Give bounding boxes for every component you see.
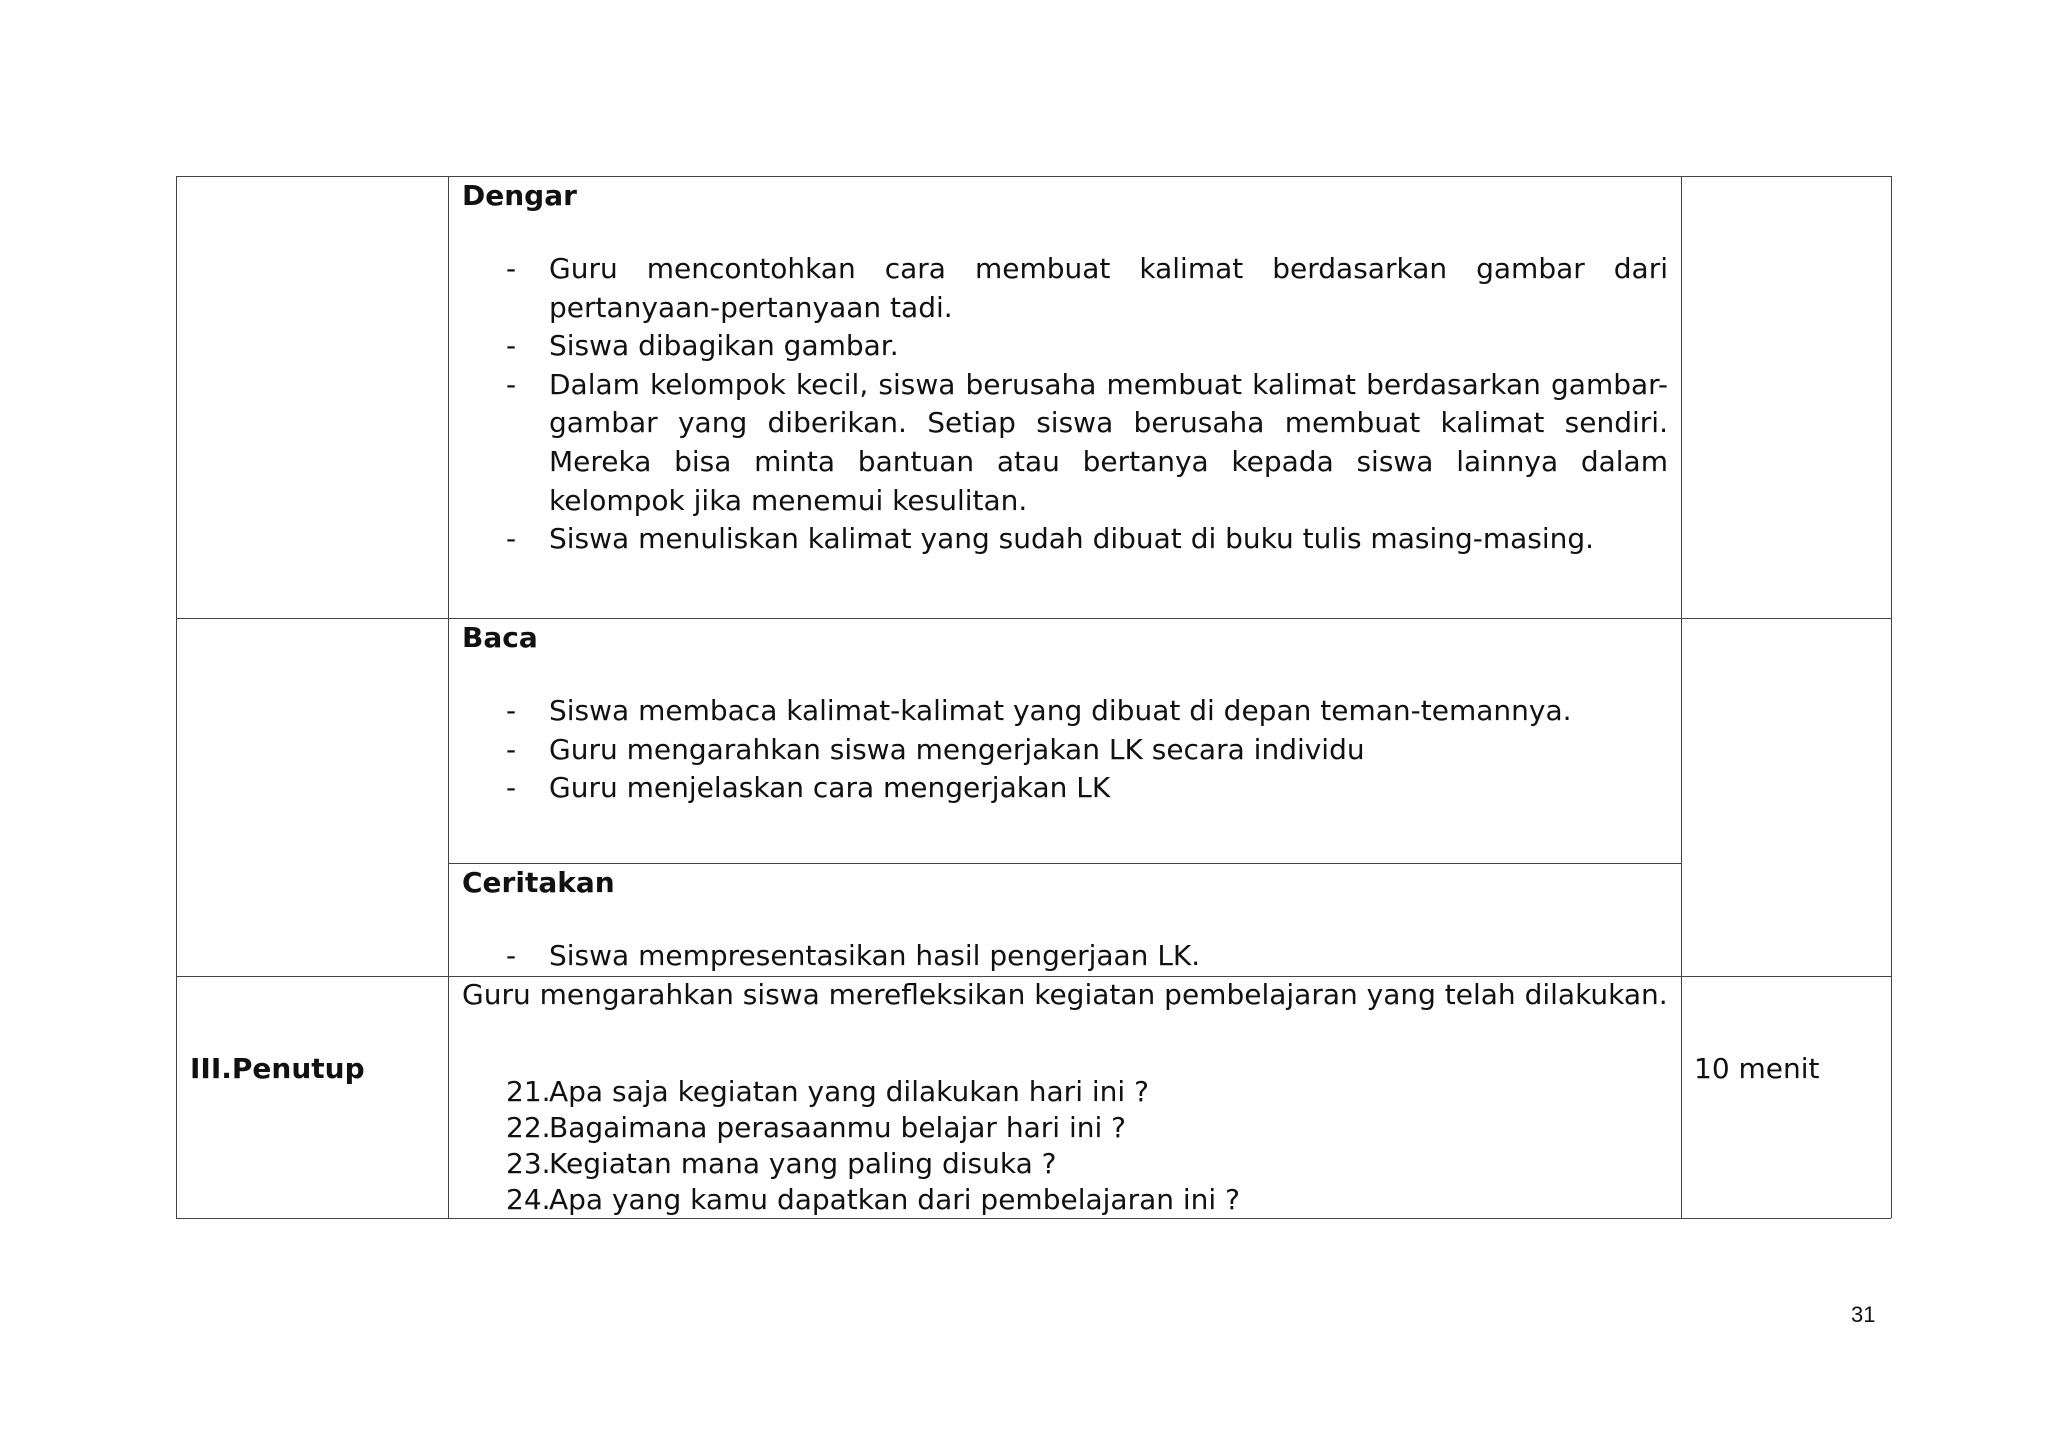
list-item: - Guru mengarahkan siswa mengerjakan LK secara individu	[506, 732, 1365, 766]
list-item: - Siswa membaca kalimat-kalimat yang dibuat di depan teman-temannya.	[506, 694, 1572, 727]
list-item: - Siswa dibagikan gambar.	[506, 329, 899, 363]
penutup-intro: Guru mengarahkan siswa merefleksikan kegiatan pembelajaran yang telah dilakukan.	[462, 978, 1668, 1011]
section-heading-ceritakan: Ceritakan	[462, 866, 615, 899]
table-border-left	[176, 176, 177, 1218]
list-item: - Guru mencontohkan cara membuat kalimat berdasarkan gambar dari pertanyaan-pertanyaan tadi.	[506, 252, 1668, 324]
section-heading-dengar: Dengar	[462, 179, 577, 212]
list-item: 22. Bagaimana perasaanmu belajar hari ini ?	[506, 1111, 1127, 1144]
dengar-list	[462, 250, 1668, 559]
row-divider-2	[448, 863, 1681, 864]
list-item: 24. Apa yang kamu dapatkan dari pembelajaran ini ?	[506, 1183, 1240, 1216]
penutup-label: III.Penutup	[190, 1052, 365, 1085]
column-divider-1	[448, 176, 449, 1218]
column-divider-2	[1681, 176, 1682, 1218]
table-border-bottom	[176, 1218, 1891, 1219]
list-item: 23. Kegiatan mana yang paling disuka ?	[506, 1147, 1057, 1180]
section-heading-baca: Baca	[462, 621, 538, 654]
baca-list	[462, 692, 1668, 808]
list-item: - Siswa mempresentasikan hasil pengerjaan LK.	[506, 939, 1201, 972]
penutup-duration: 10 menit	[1694, 1052, 1820, 1085]
row-divider-1	[176, 618, 1891, 619]
list-item: - Dalam kelompok kecil, siswa berusaha membuat kalimat berdasarkan gambar-gambar yang diberikan. Setiap siswa berusaha membuat kalimat sendiri. Mereka bisa minta bantuan atau bertanya kepada siswa lainnya dalam kelompok jika menemui kesulitan.	[506, 367, 1668, 517]
ceritakan-list	[462, 937, 1668, 976]
page-number: 31	[1851, 1302, 1876, 1327]
list-item: - Guru menjelaskan cara mengerjakan LK	[506, 771, 1111, 805]
list-item: 21. Apa saja kegiatan yang dilakukan hari ini ?	[506, 1075, 1149, 1108]
table-border-right	[1891, 176, 1892, 1218]
list-item: - Siswa menuliskan kalimat yang sudah dibuat di buku tulis masing-masing.	[506, 522, 1595, 556]
reflection-questions	[462, 1074, 1668, 1218]
table-border-top	[176, 176, 1891, 177]
